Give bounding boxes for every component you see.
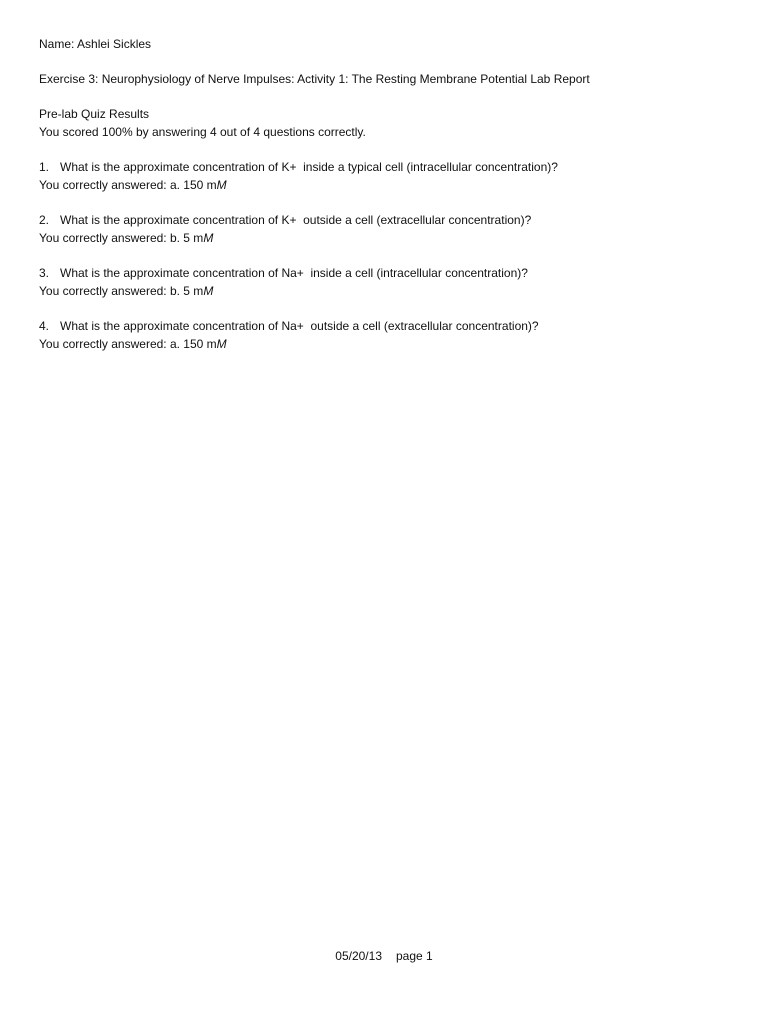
answer-unit: M: [216, 337, 227, 351]
question-number: 4.: [39, 319, 50, 333]
question-number: 1.: [39, 160, 50, 174]
answer-line: [39, 176, 739, 194]
question-text-line: [39, 158, 739, 176]
question-number: 2.: [39, 213, 50, 227]
quiz-score: You scored 100% by answering 4 out of 4 questions correctly.: [39, 125, 366, 139]
question-item: [39, 158, 739, 194]
page-footer: [0, 947, 768, 965]
student-name: Name: Ashlei Sickles: [39, 37, 152, 51]
answer-line: [39, 282, 739, 300]
report-page: [39, 35, 739, 353]
question-item: [39, 211, 739, 247]
answer-text: You correctly answered: b. 5 m: [39, 231, 204, 245]
question-text: What is the approximate concentration of K+ outside a cell (extracellular concentration)?: [60, 213, 532, 227]
question-text: What is the approximate concentration of Na+ inside a cell (intracellular concentration)?: [60, 266, 528, 280]
answer-text: You correctly answered: b. 5 m: [39, 284, 204, 298]
answer-line: [39, 229, 739, 247]
answer-text: You correctly answered: a. 150 m: [39, 178, 217, 192]
answer-text: You correctly answered: a. 150 m: [39, 337, 217, 351]
answer-unit: M: [203, 284, 214, 298]
question-text-line: [39, 317, 739, 335]
footer-date: 05/20/13: [335, 949, 382, 963]
report-title: Exercise 3: Neurophysiology of Nerve Impulses: Activity 1: The Resting Membrane Potential Lab Report: [39, 72, 590, 86]
answer-unit: M: [203, 231, 214, 245]
question-item: [39, 264, 739, 300]
question-text: What is the approximate concentration of K+ inside a typical cell (intracellular concentration)?: [60, 160, 558, 174]
question-text: What is the approximate concentration of Na+ outside a cell (extracellular concentration)?: [60, 319, 539, 333]
question-text-line: [39, 264, 739, 282]
quiz-heading: Pre-lab Quiz Results: [39, 107, 150, 121]
answer-unit: M: [216, 178, 227, 192]
question-text-line: [39, 211, 739, 229]
question-number: 3.: [39, 266, 50, 280]
answer-line: [39, 335, 739, 353]
footer-page-number: page 1: [396, 949, 433, 963]
question-item: [39, 317, 739, 353]
